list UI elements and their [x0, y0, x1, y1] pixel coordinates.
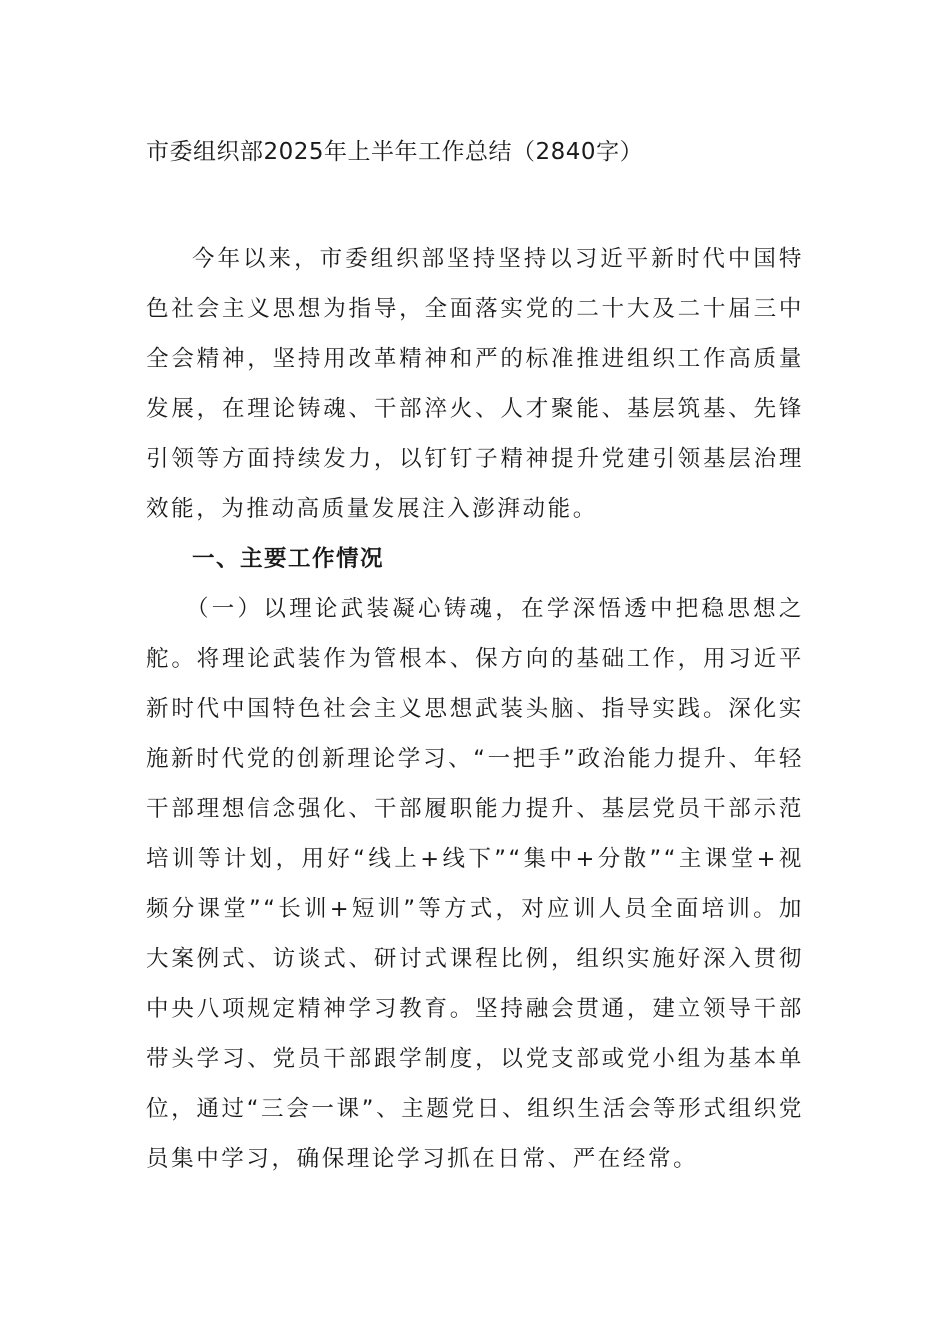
section-heading-main-work: 一、主要工作情况	[192, 546, 385, 572]
document-title: 市委组织部2025年上半年工作总结（2840字）	[146, 139, 644, 165]
document-body	[146, 234, 804, 1184]
intro-paragraph: 今年以来，市委组织部坚持坚持以习近平新时代中国特色社会主义思想为指导，全面落实党的二十大及二十届三中全会精神，坚持用改革精神和严的标准推进组织工作高质量发展，在理论铸魂、干部淬火、人才聚能、基层筑基、先锋引领等方面持续发力，以钉钉子精神提升党建引领基层治理效能，为推动高质量发展注入澎湃动能。	[146, 246, 804, 522]
subsection-paragraph-theory: （一）以理论武装凝心铸魂，在学深悟透中把稳思想之舵。将理论武装作为管根本、保方向的基础工作，用习近平新时代中国特色社会主义思想武装头脑、指导实践。深化实施新时代党的创新理论学习、“一把手”政治能力提升、年轻干部理想信念强化、干部履职能力提升、基层党员干部示范培训等计划，用好“线上+线下”“集中+分散”“主课堂+视频分课堂”“长训+短训”等方式，对应训人员全面培训。加大案例式、访谈式、研讨式课程比例，组织实施好深入贯彻中央八项规定精神学习教育。坚持融会贯通，建立领导干部带头学习、党员干部跟学制度，以党支部或党小组为基本单位，通过“三会一课”、主题党日、组织生活会等形式组织党员集中学习，确保理论学习抓在日常、严在经常。	[146, 596, 804, 1172]
